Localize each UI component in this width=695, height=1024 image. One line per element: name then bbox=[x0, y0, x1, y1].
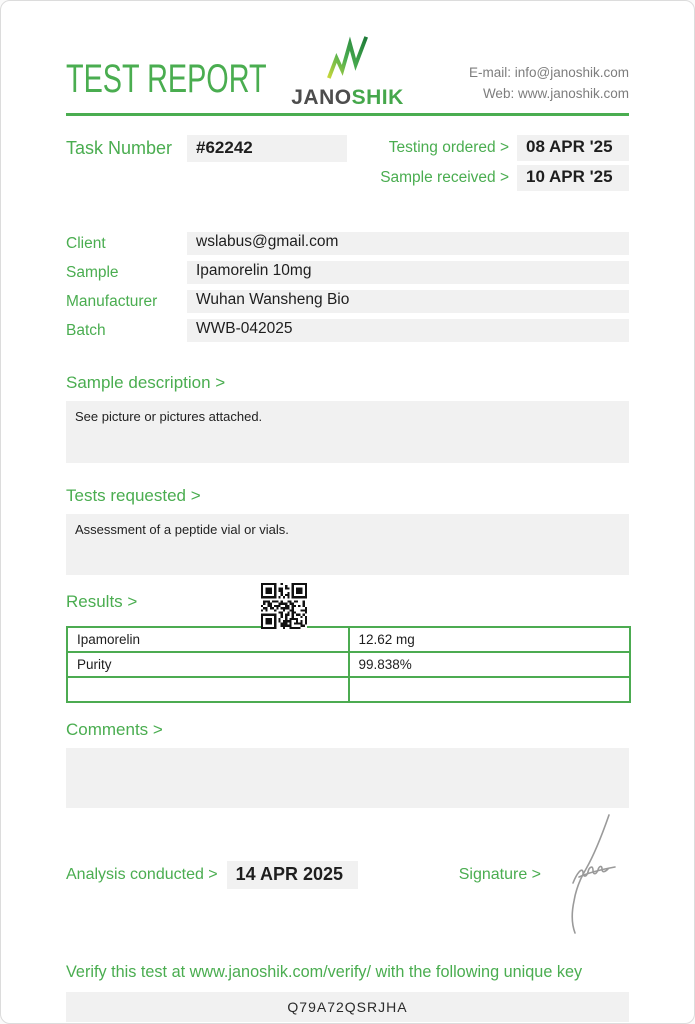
detail-row-client bbox=[66, 232, 629, 255]
sample-received-date: 10 APR '25 bbox=[517, 165, 629, 191]
signature-icon bbox=[552, 811, 626, 942]
sample-description-box: See picture or pictures attached. bbox=[66, 401, 629, 463]
table-row bbox=[67, 627, 630, 652]
batch-label: Batch bbox=[66, 321, 106, 339]
unique-key-box: Q79A72QSRJHA bbox=[66, 992, 629, 1022]
comments-title: Comments > bbox=[66, 720, 163, 739]
dates-block bbox=[379, 135, 629, 195]
detail-row-manufacturer bbox=[66, 290, 629, 313]
task-number-row bbox=[66, 135, 347, 195]
analysis-row bbox=[66, 861, 629, 889]
contact-web: Web: www.janoshik.com bbox=[482, 85, 629, 101]
sample-label: Sample bbox=[66, 263, 119, 281]
result-name: Purity bbox=[67, 652, 349, 677]
manufacturer-value: Wuhan Wansheng Bio bbox=[187, 290, 629, 313]
verify-text: Verify this test at www.janoshik.com/verify/ with the following unique key bbox=[66, 962, 583, 981]
contact-email: E-mail: info@janoshik.com bbox=[468, 65, 629, 80]
analysis-conducted-label: Analysis conducted > bbox=[66, 866, 218, 883]
tests-requested-title: Tests requested > bbox=[66, 486, 201, 505]
logo-chart-icon bbox=[322, 67, 374, 84]
janoshik-logo bbox=[283, 34, 413, 108]
detail-row-sample bbox=[66, 261, 629, 284]
logo-wordmark bbox=[283, 87, 413, 108]
testing-ordered-date: 08 APR '25 bbox=[517, 135, 629, 161]
contact-info bbox=[469, 63, 629, 105]
manufacturer-label: Manufacturer bbox=[66, 292, 158, 310]
sample-description-title: Sample description > bbox=[66, 373, 226, 392]
testing-ordered-row bbox=[379, 135, 629, 161]
batch-value: WWB-042025 bbox=[187, 319, 629, 342]
tests-requested-box: Assessment of a peptide vial or vials. bbox=[66, 514, 629, 575]
result-value: 99.838% bbox=[349, 652, 631, 677]
analysis-date: 14 APR 2025 bbox=[227, 861, 358, 889]
result-value: 12.62 mg bbox=[349, 627, 631, 652]
result-name bbox=[67, 677, 349, 702]
result-name: Ipamorelin bbox=[67, 627, 349, 652]
client-value: wslabus@gmail.com bbox=[187, 232, 629, 255]
logo-text-jano: JANO bbox=[291, 86, 352, 109]
results-title: Results > bbox=[66, 592, 138, 611]
sample-received-row bbox=[379, 165, 629, 191]
logo-text-shik: SHIK bbox=[351, 86, 404, 109]
comments-box bbox=[66, 748, 629, 808]
signature-label: Signature > bbox=[458, 866, 541, 883]
results-section bbox=[1, 592, 694, 703]
task-number-value: #62242 bbox=[187, 135, 347, 162]
sample-details bbox=[66, 232, 629, 342]
sample-value: Ipamorelin 10mg bbox=[187, 261, 629, 284]
detail-row-batch bbox=[66, 319, 629, 342]
page-title: TEST REPORT bbox=[66, 57, 267, 101]
client-label: Client bbox=[66, 234, 106, 252]
table-row bbox=[67, 652, 630, 677]
table-row bbox=[67, 677, 630, 702]
task-section bbox=[66, 135, 629, 195]
header bbox=[66, 1, 629, 116]
sample-received-label: Sample received > bbox=[380, 169, 509, 186]
qr-code-icon bbox=[261, 583, 307, 629]
testing-ordered-label: Testing ordered > bbox=[388, 139, 509, 156]
task-number-label: Task Number bbox=[66, 138, 173, 158]
results-table bbox=[66, 626, 631, 703]
result-value bbox=[349, 677, 631, 702]
